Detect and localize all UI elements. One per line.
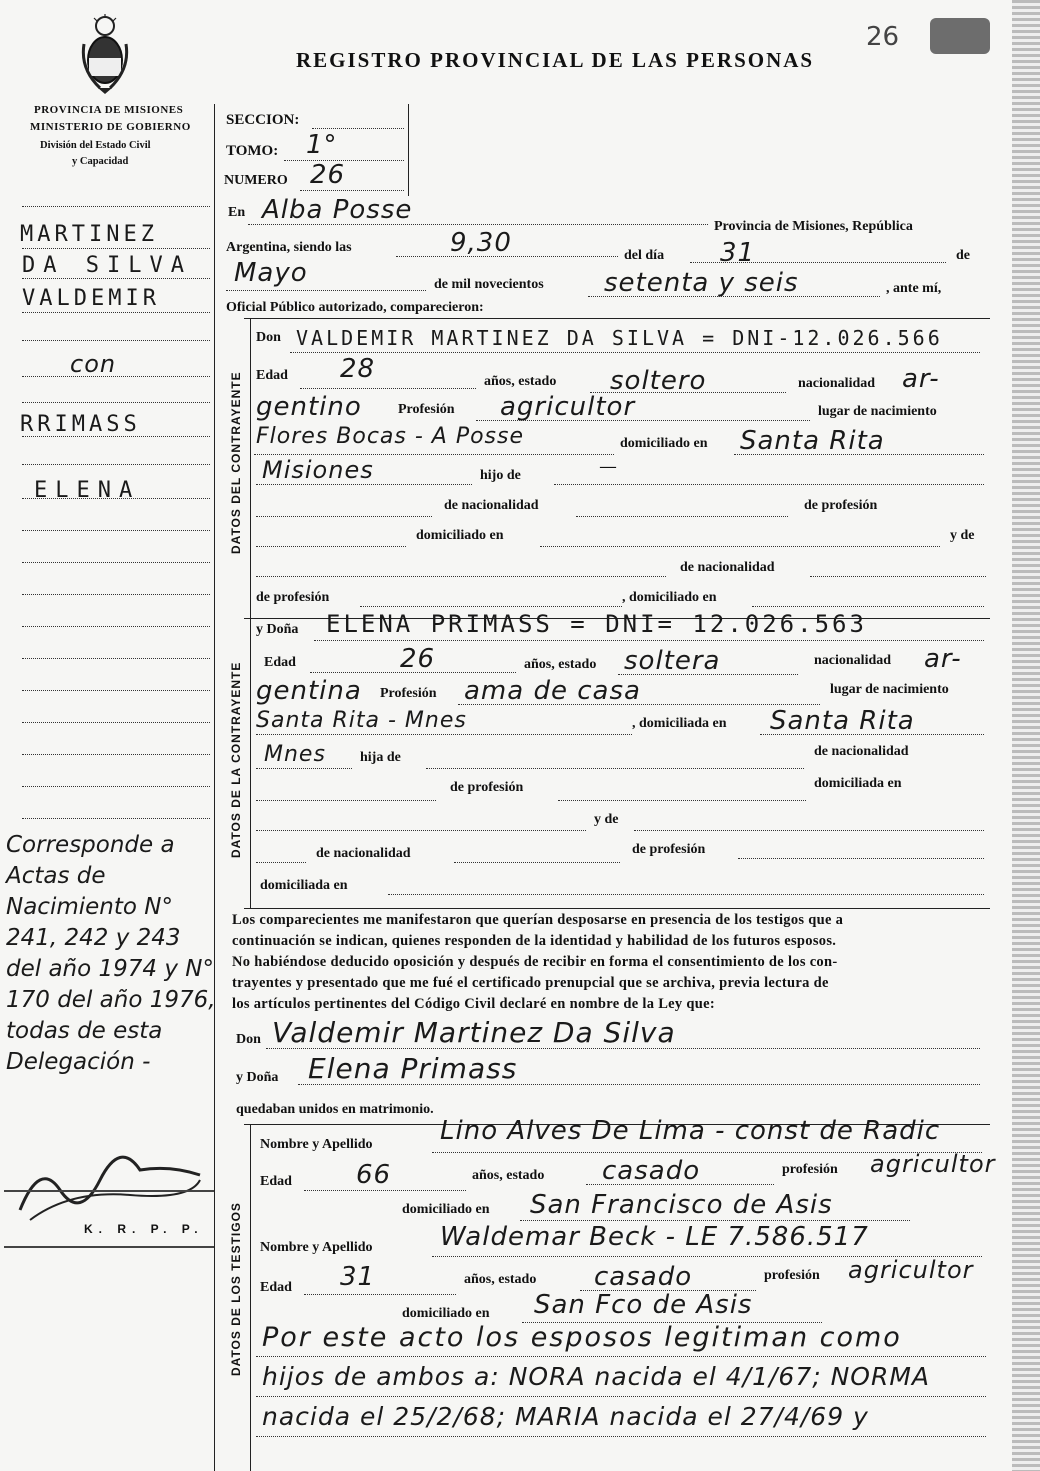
bride-y-de-label: y de [594, 812, 619, 827]
ante-mi-label: , ante mí, [886, 281, 942, 296]
bride-estado-label: años, estado [524, 657, 597, 672]
de-mil-label: de mil novecientos [434, 277, 544, 292]
w1-anos-label: años, estado [472, 1168, 545, 1183]
groom-de-nac2-label: de nacionalidad [680, 560, 775, 575]
groom-hijo-label: hijo de [480, 468, 521, 483]
declaration-line-5: los artículos pertinentes del Código Civil declaré en nombre de la Ley que: [232, 996, 715, 1012]
registrar-stamp [4, 1190, 214, 1248]
margin-name-3: VALDEMIR [22, 286, 160, 311]
registry-divider [408, 104, 409, 196]
legitimation-line-2: hijos de ambos a: NORA nacida el 4/1/67; NORMA [262, 1362, 931, 1391]
bride-de-prof2-label: de profesión [632, 842, 706, 857]
groom-y-de-label: y de [950, 528, 975, 543]
groom-top-rule [244, 318, 990, 319]
day-value: 31 [720, 238, 756, 268]
stamp-text: K. R. P. P. [84, 1222, 204, 1236]
bride-de-nac-label: de nacionalidad [814, 744, 909, 759]
w2-profession: agricultor [848, 1256, 974, 1284]
oficial-label: Oficial Público autorizado, comparecieron: [226, 300, 484, 315]
bride-status: soltera [624, 646, 721, 676]
groom-don-label: Don [256, 330, 281, 345]
bride-hija-label: hija de [360, 750, 401, 765]
groom-domicile: Santa Rita [740, 426, 885, 456]
w2-anos-label: años, estado [464, 1272, 537, 1287]
groom-de-prof2-label: de profesión [256, 590, 330, 605]
page-number: 26 [866, 22, 900, 52]
bride-domiciliada-label: , domiciliada en [632, 716, 727, 731]
groom-section-label: DATOS DEL CONTRAYENTE [229, 371, 243, 554]
bride-edad-label: Edad [264, 655, 296, 670]
bride-domicile2: Mnes [264, 742, 326, 767]
w1-profession: agricultor [870, 1150, 996, 1178]
w2-domicile: San Fco de Asis [534, 1290, 753, 1320]
document-title: REGISTRO PROVINCIAL DE LAS PERSONAS [296, 48, 815, 72]
w2-name: Waldemar Beck - LE 7.586.517 [440, 1222, 869, 1252]
groom-nat-part2: gentino [256, 392, 362, 422]
groom-nat-part1: ar- [902, 364, 940, 394]
bride-bottom-rule [244, 908, 990, 909]
groom-age: 28 [340, 354, 376, 384]
w2-nombre-label: Nombre y Apellido [260, 1240, 373, 1255]
w2-edad-label: Edad [260, 1280, 292, 1295]
en-label: En [228, 205, 246, 220]
bride-dona-label: y Doña [256, 622, 299, 637]
w1-status: casado [602, 1156, 701, 1186]
groom-dom-en-label: domiciliado en [416, 528, 504, 543]
bride-section-rule [250, 618, 251, 908]
bride-domicile: Santa Rita [770, 706, 915, 736]
bride-name: ELENA PRIMASS = DNI= 12.026.563 [326, 610, 867, 638]
month-value: Mayo [234, 258, 308, 288]
groom-signature: Valdemir Martinez Da Silva [272, 1016, 676, 1049]
w2-age: 31 [340, 1262, 376, 1292]
bride-signature: Elena Primass [308, 1052, 518, 1085]
groom-dom-en2-label: , domiciliado en [622, 590, 717, 605]
margin-note: Corresponde a Actas de Nacimiento N° 241, 242 y 243 del año 1974 y N° 170 del año 1976, todas de esta Delegación - [6, 832, 216, 1075]
declaration-line-2: continuación se indican, quienes responden de la identidad y habilidad de los futuros esposos. [232, 933, 837, 949]
groom-edad-label: Edad [256, 368, 288, 383]
groom-section-rule [250, 318, 251, 618]
bride-de-nac2-label: de nacionalidad [316, 846, 411, 861]
w1-name: Lino Alves De Lima - const de Radic [440, 1116, 941, 1146]
margin-name-5: RRIMASS [20, 412, 141, 437]
bride-nacionalidad-label: nacionalidad [814, 653, 892, 668]
w2-dom-label: domiciliado en [402, 1306, 490, 1321]
org-line-2: MINISTERIO DE GOBIERNO [30, 121, 191, 133]
org-line-3: División del Estado Civil [40, 140, 151, 151]
witness-section-label: DATOS DE LOS TESTIGOS [229, 1202, 243, 1376]
margin-name-6: ELENA [34, 478, 141, 503]
groom-status: soltero [610, 366, 707, 396]
tomo-value: 1° [306, 130, 338, 160]
w1-prof-label: profesión [782, 1162, 838, 1177]
margin-divider [214, 104, 215, 1471]
numero-value: 26 [310, 160, 346, 190]
groom-domiciliado-label: domiciliado en [620, 436, 708, 451]
page-edge [1012, 0, 1040, 1471]
margin-name-1: MARTINEZ [20, 222, 158, 247]
w2-prof-label: profesión [764, 1268, 820, 1283]
w1-age: 66 [356, 1160, 392, 1190]
bride-birthplace: Santa Rita - Mnes [256, 708, 467, 733]
groom-nacionalidad-label: nacionalidad [798, 376, 876, 391]
groom-birthplace: Flores Bocas - A Posse [256, 424, 525, 449]
groom-profession: agricultor [500, 392, 636, 422]
bride-dom-en2-label: domiciliada en [260, 878, 348, 893]
bride-dom-en-label: domiciliada en [814, 776, 902, 791]
numero-label: NUMERO [224, 173, 288, 188]
declaration-line-3: No habiéndose deducido oposición y después de recibir en forma el consentimiento de los con- [232, 954, 838, 970]
declaration-line-1: Los comparecientes me manifestaron que querían desposarse en presencia de los testigos que a [232, 912, 844, 928]
argentina-label: Argentina, siendo las [226, 240, 352, 255]
legitimation-line-1: Por este acto los esposos legitiman como [262, 1322, 902, 1353]
bride-nat-part2: gentina [256, 676, 362, 706]
bride-de-prof-label: de profesión [450, 780, 524, 795]
bride-nat-part1: ar- [924, 644, 962, 674]
bride-lugar-label: lugar de nacimiento [830, 682, 949, 697]
del-dia-label: del día [624, 248, 665, 263]
org-line-4: y Capacidad [72, 156, 129, 167]
w1-domicile: San Francisco de Asis [530, 1190, 833, 1220]
tomo-label: TOMO: [226, 143, 279, 159]
year-words-value: setenta y seis [604, 268, 799, 298]
groom-hijo-dash: — [600, 458, 616, 475]
declaration-paragraph [232, 910, 1007, 1015]
decl-dona-label: y Doña [236, 1070, 279, 1085]
w1-dom-label: domiciliado en [402, 1202, 490, 1217]
bride-section-label: DATOS DE LA CONTRAYENTE [229, 661, 243, 858]
quedaban-label: quedaban unidos en matrimonio. [236, 1102, 434, 1117]
org-line-1: PROVINCIA DE MISIONES [34, 104, 184, 116]
de-label: de [956, 248, 970, 263]
groom-profesion-label: Profesión [398, 402, 455, 417]
margin-name-4: con [70, 350, 117, 378]
margin-name-2: DA SILVA [22, 253, 192, 278]
place-value: Alba Posse [262, 195, 413, 225]
decl-don-label: Don [236, 1032, 261, 1047]
bride-age: 26 [400, 644, 436, 674]
groom-name: VALDEMIR MARTINEZ DA SILVA = DNI-12.026.566 [296, 326, 943, 350]
provincia-label: Provincia de Misiones, República [714, 219, 913, 234]
groom-de-prof-label: de profesión [804, 498, 878, 513]
seccion-label: SECCION: [226, 112, 300, 128]
bride-profesion-label: Profesión [380, 686, 437, 701]
legitimation-line-3: nacida el 25/2/68; MARIA nacida el 27/4/69 y [262, 1402, 869, 1431]
groom-lugar-label: lugar de nacimiento [818, 404, 937, 419]
w1-nombre-label: Nombre y Apellido [260, 1137, 373, 1152]
witness-section-rule [250, 1124, 251, 1471]
groom-de-nac-label: de nacionalidad [444, 498, 539, 513]
declaration-line-4: trayentes y presentado que me fué el certificado prenupcial que se archiva, previa lectura de [232, 975, 829, 991]
bride-profession: ama de casa [464, 676, 641, 706]
w1-edad-label: Edad [260, 1174, 292, 1189]
groom-estado-label: años, estado [484, 374, 557, 389]
coat-of-arms-icon [80, 14, 130, 96]
groom-domicile2: Misiones [262, 456, 374, 484]
time-value: 9,30 [450, 228, 512, 258]
corner-stamp [930, 18, 990, 54]
w2-status: casado [594, 1262, 693, 1292]
